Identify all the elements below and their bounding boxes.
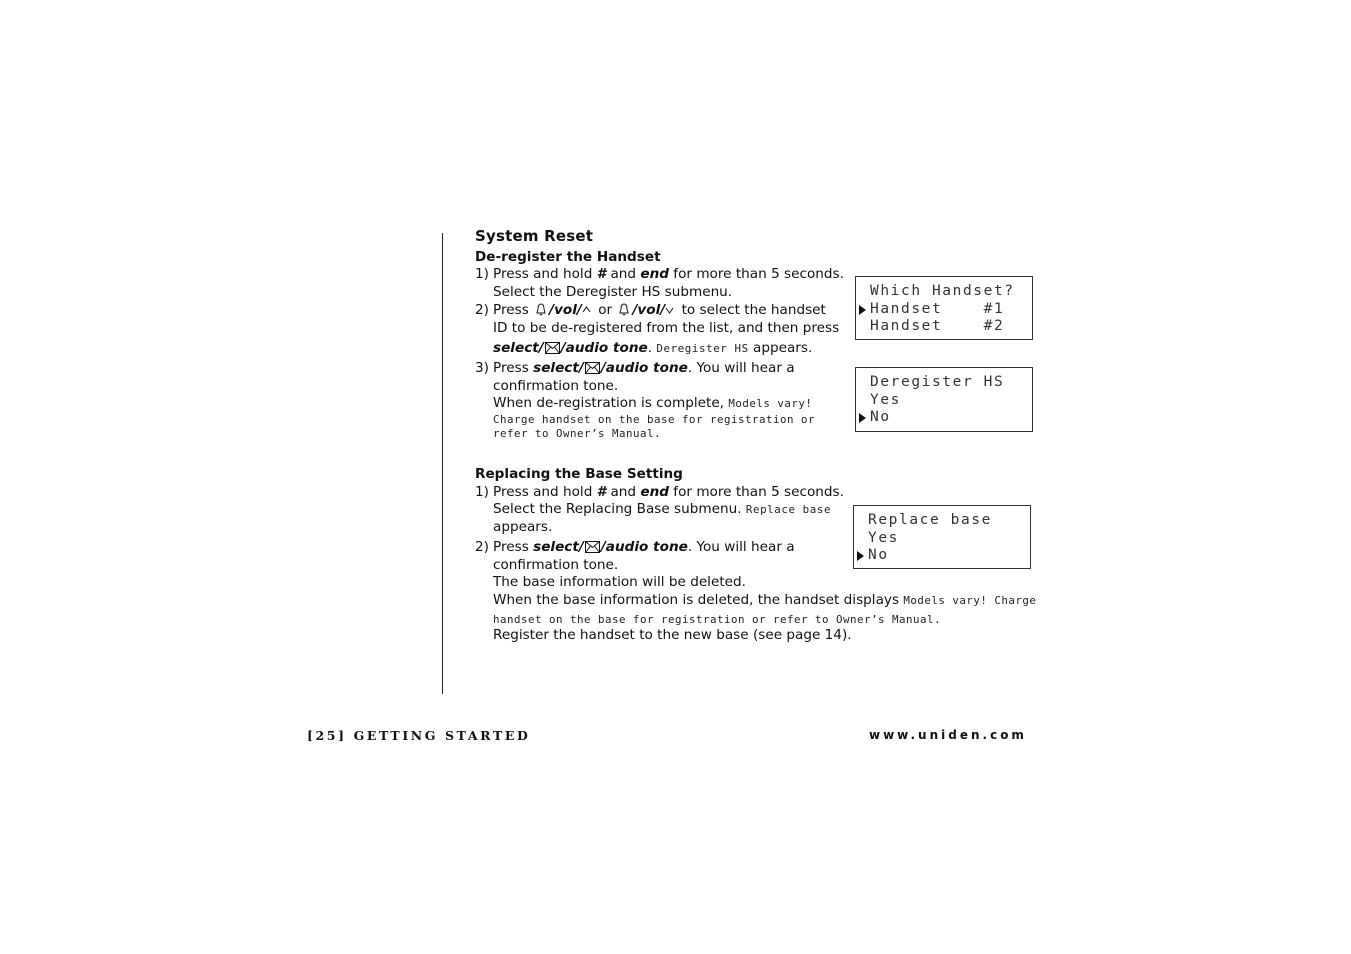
step-text: to select the handset	[677, 301, 826, 318]
step-text: Press	[493, 301, 534, 318]
lcd-row: Deregister HS	[870, 374, 1005, 390]
step-text: for more than 5 seconds.	[668, 483, 844, 500]
envelope-icon	[585, 362, 600, 374]
step-text: ID to be de-registered from the list, and then press	[493, 319, 840, 336]
step-text: Register the handset to the new base (see page 14).	[493, 627, 852, 644]
step-text: Press	[493, 538, 534, 555]
key-select: select/	[533, 359, 584, 376]
lcd-screen-deregister-hs	[855, 367, 1033, 432]
lcd-text-inline: handset on the base for registration or refer to Owner’s Manual.	[493, 612, 942, 626]
step-text: appears.	[493, 519, 553, 536]
step-text: . You will hear a	[687, 359, 795, 376]
lcd-row: Handset #2	[870, 318, 1005, 334]
lcd-text-inline: Charge handset on the base for registration or	[493, 413, 816, 427]
lcd-text-inline: Models vary!	[728, 397, 813, 411]
ringer-bell-icon	[618, 303, 630, 316]
lcd-row-text: No	[870, 409, 891, 425]
section-title: System Reset	[475, 227, 594, 245]
lcd-row: Which Handset?	[870, 283, 1015, 299]
footer-website-link[interactable]: www.uniden.com	[869, 728, 1027, 742]
footer-page-section: [25] GETTING STARTED	[307, 728, 531, 743]
step-number: 1)	[475, 266, 489, 283]
step-text: and	[606, 266, 641, 283]
key-vol-down: /vol/	[632, 301, 666, 318]
step-text: Select the Deregister HS submenu.	[493, 284, 733, 301]
lcd-text-inline: refer to Owner’s Manual.	[493, 426, 662, 440]
step-text: confirmation tone.	[493, 377, 619, 394]
step-text: or	[593, 301, 617, 318]
step-text: Press and hold	[493, 483, 597, 500]
lcd-row-text: Handset #1	[870, 300, 1005, 317]
key-hash: #	[596, 266, 607, 283]
lcd-row	[870, 409, 1032, 427]
selection-cursor-icon	[859, 305, 866, 315]
replace-step-1	[475, 484, 855, 537]
key-audio-tone: /audio tone	[600, 538, 688, 555]
step-text: Press	[493, 359, 534, 376]
lcd-row-text: No	[868, 547, 889, 563]
step-text: The base information will be deleted.	[493, 574, 746, 591]
step-text: and	[606, 483, 641, 500]
step-number: 3)	[475, 359, 489, 376]
lcd-row	[868, 547, 1030, 565]
lcd-row: Yes	[870, 391, 901, 408]
selection-cursor-icon	[857, 551, 864, 561]
selection-cursor-icon	[859, 413, 866, 423]
key-hash: #	[596, 483, 607, 500]
lcd-text-inline: Replace base	[745, 503, 832, 517]
envelope-icon	[545, 342, 560, 354]
step-number: 2)	[475, 301, 489, 318]
step-text: Press and hold	[493, 266, 597, 283]
ringer-bell-icon	[535, 303, 547, 316]
step-text: Select the Replacing Base submenu.	[493, 501, 746, 518]
lcd-screen-replace-base	[853, 505, 1031, 569]
margin-rule	[442, 233, 443, 694]
key-end: end	[640, 266, 669, 283]
step-text: When the base information is deleted, the handset displays	[493, 591, 904, 608]
key-audio-tone: /audio tone	[600, 359, 688, 376]
step-text: confirmation tone.	[493, 556, 619, 573]
step-text: . You will hear a	[687, 538, 795, 555]
replace-heading: Replacing the Base Setting	[475, 466, 683, 483]
key-audio-tone: /audio tone	[560, 340, 648, 357]
key-end: end	[640, 483, 669, 500]
key-select: select/	[533, 538, 584, 555]
step-text: for more than 5 seconds.	[668, 266, 844, 283]
step-text: .	[647, 340, 657, 357]
step-text: appears.	[748, 340, 813, 357]
step-text: When de-registration is complete,	[493, 395, 729, 412]
lcd-row	[870, 301, 1032, 319]
envelope-icon	[585, 541, 600, 553]
lcd-text-inline: Models vary! Charge	[903, 593, 1037, 607]
lcd-text-inline: Deregister HS	[656, 342, 749, 356]
lcd-row: Yes	[868, 529, 899, 546]
lcd-screen-which-handset	[855, 276, 1033, 340]
deregister-heading: De-register the Handset	[475, 248, 661, 265]
deregister-step-1	[475, 266, 855, 301]
step-number: 1)	[475, 483, 489, 500]
up-arrow-icon	[582, 305, 591, 314]
step-number: 2)	[475, 538, 489, 555]
lcd-row: Replace base	[868, 512, 992, 528]
deregister-step-2	[475, 302, 855, 358]
key-vol-up: /vol/	[549, 301, 582, 318]
deregister-step-3	[475, 360, 855, 440]
key-select: select/	[493, 340, 544, 357]
down-arrow-icon	[665, 306, 674, 315]
